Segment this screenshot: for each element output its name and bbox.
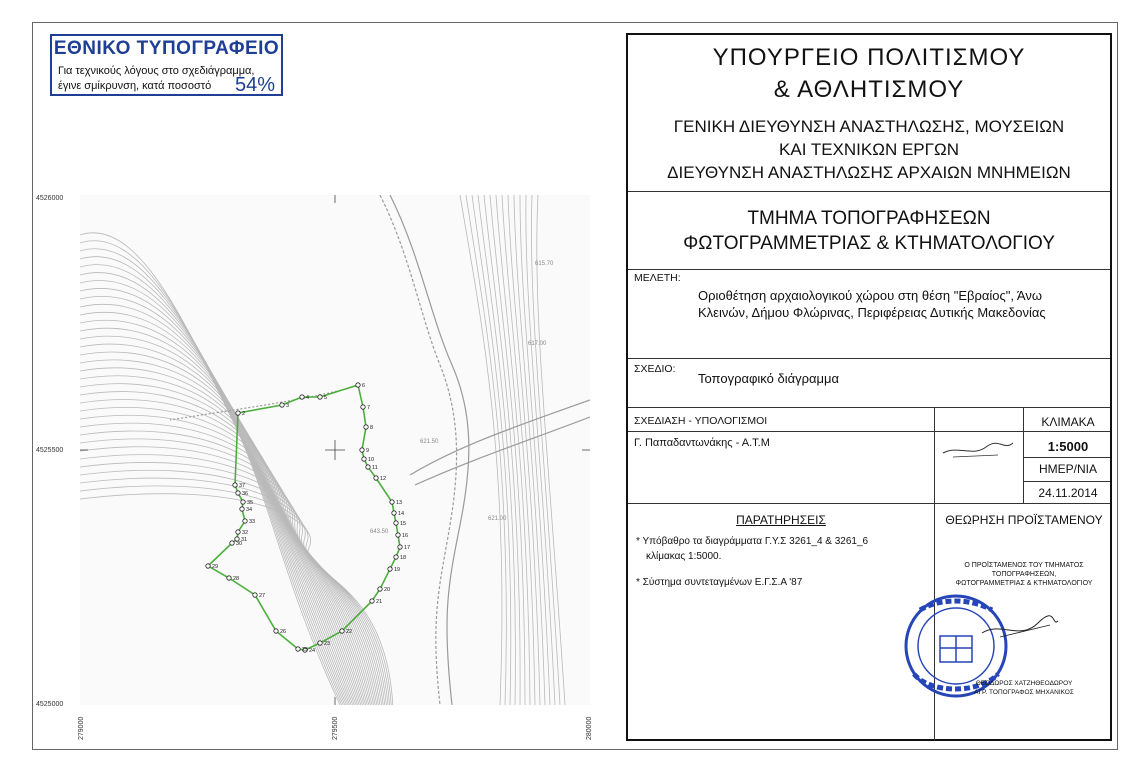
vertex-label: 13 bbox=[396, 500, 403, 506]
x-label-left: 279000 bbox=[78, 716, 85, 740]
vertex-label: 10 bbox=[368, 457, 375, 463]
divider bbox=[628, 269, 1110, 270]
approver-name: ΘΕΟΔΩΡΟΣ ΧΑΤΖΗΘΕΟΔΩΡΟΥ bbox=[975, 680, 1073, 687]
vertex-label: 3 bbox=[286, 403, 290, 409]
stamp-note-line2: έγινε σμίκρυνση, κατά ποσοστό bbox=[58, 80, 212, 92]
x-label-mid: 279500 bbox=[332, 716, 339, 740]
y-label-mid: 4525500 bbox=[36, 447, 64, 454]
contour-line bbox=[80, 478, 390, 705]
divider bbox=[628, 431, 1110, 432]
boundary-vertex bbox=[361, 405, 365, 409]
design-label: ΣΧΕΔΙΑΣΗ - ΥΠΟΛΟΓΙΣΜΟΙ bbox=[634, 415, 768, 427]
river-line bbox=[380, 195, 457, 705]
contour-line bbox=[460, 195, 502, 705]
scale-label: ΚΛΙΜΑΚΑ bbox=[1041, 415, 1095, 429]
boundary-vertex bbox=[235, 537, 239, 541]
vertex-label: 30 bbox=[236, 541, 243, 547]
vertex-label: 16 bbox=[402, 533, 409, 539]
directorate-line2: ΚΑΙ ΤΕΧΝΙΚΩΝ ΕΡΓΩΝ bbox=[779, 140, 959, 159]
boundary-vertex bbox=[227, 576, 231, 580]
boundary-vertex bbox=[360, 448, 364, 452]
vertex-label: 19 bbox=[394, 567, 401, 573]
boundary-vertex bbox=[241, 500, 245, 504]
vertex-label: 8 bbox=[370, 425, 374, 431]
contour-label: 615.70 bbox=[535, 261, 554, 267]
boundary-vertex bbox=[390, 500, 394, 504]
topographic-map bbox=[80, 195, 590, 705]
contour-line bbox=[80, 241, 342, 705]
stamp-note bbox=[58, 64, 254, 94]
stamp-note-line1: Για τεχνικούς λόγους στο σχεδιάγραμμα, bbox=[58, 65, 255, 77]
contour-line bbox=[80, 320, 358, 705]
boundary-vertex bbox=[240, 507, 244, 511]
boundary-vertex bbox=[230, 541, 234, 545]
x-label-right: 280000 bbox=[586, 716, 593, 740]
boundary-vertex bbox=[364, 425, 368, 429]
vertex-label: 24 bbox=[309, 648, 316, 654]
contour-line bbox=[531, 195, 560, 705]
vertex-label: 9 bbox=[366, 448, 370, 454]
contour-lines bbox=[80, 195, 565, 705]
approver-signature bbox=[980, 613, 1060, 643]
boundary-vertex bbox=[296, 647, 300, 651]
divider bbox=[1023, 457, 1110, 458]
boundary-vertex bbox=[300, 395, 304, 399]
vertex-label: 33 bbox=[249, 519, 256, 525]
vertex-label: 18 bbox=[400, 555, 407, 561]
vertex-label: 34 bbox=[246, 507, 253, 513]
approval-label: ΘΕΩΡΗΣΗ ΠΡΟΪΣΤΑΜΕΝΟΥ bbox=[945, 513, 1103, 527]
notes-label: ΠΑΡΑΤΗΡΗΣΕΙΣ bbox=[736, 513, 826, 527]
contour-line bbox=[80, 494, 393, 705]
stamp-percent: 54% bbox=[234, 74, 275, 96]
boundary-vertex bbox=[394, 555, 398, 559]
boundary-vertex bbox=[236, 491, 240, 495]
vertex-label: 29 bbox=[212, 564, 219, 570]
vertex-label: 25 bbox=[302, 647, 309, 653]
vertex-label: 12 bbox=[380, 476, 387, 482]
boundary-vertex bbox=[398, 545, 402, 549]
designer-signature bbox=[938, 433, 1018, 463]
ministry-line2: & ΑΘΛΗΤΙΣΜΟΥ bbox=[773, 76, 965, 103]
date-value: 24.11.2014 bbox=[1038, 486, 1098, 500]
vertex-label: 11 bbox=[372, 465, 378, 471]
divider bbox=[628, 358, 1110, 359]
vertex-label: 22 bbox=[346, 629, 353, 635]
contour-line bbox=[80, 360, 366, 705]
track-line bbox=[170, 385, 360, 420]
vertex-label: 31 bbox=[241, 537, 248, 543]
department-line1: ΤΜΗΜΑ ΤΟΠΟΓΡΑΦΗΣΕΩΝ bbox=[747, 208, 991, 229]
contour-label: 617.00 bbox=[528, 341, 547, 347]
contour-line bbox=[80, 249, 343, 705]
boundary-vertex bbox=[274, 629, 278, 633]
divider bbox=[628, 407, 1110, 408]
contour-line bbox=[80, 257, 345, 705]
boundary-vertex bbox=[236, 411, 240, 415]
boundary-vertex bbox=[280, 403, 284, 407]
vertex-label: 35 bbox=[247, 500, 254, 506]
vertex-label: 2 bbox=[242, 411, 246, 417]
stamp-title: ΕΘΝΙΚΟ ΤΥΠΟΓΡΑΦΕΙΟ bbox=[53, 38, 280, 59]
study-line1: Οριοθέτηση αρχαιολογικού χώρου στη θέση "Εβραίος", Άνω bbox=[698, 288, 1042, 303]
divider bbox=[1023, 481, 1110, 482]
contour-label: 621.50 bbox=[420, 439, 439, 445]
contour-line bbox=[514, 195, 545, 705]
approval-line3: ΦΩΤΟΓΡΑΜΜΕΤΡΙΑΣ & ΚΤΗΜΑΤΟΛΟΓΙΟΥ bbox=[955, 580, 1093, 587]
vertex-label: 7 bbox=[367, 405, 371, 411]
boundary-vertex bbox=[356, 383, 360, 387]
approver-block bbox=[936, 679, 1112, 697]
directorate-line3: ΔΙΕΥΘΥΝΣΗ ΑΝΑΣΤΗΛΩΣΗΣ ΑΡΧΑΙΩΝ ΜΝΗΜΕΙΩΝ bbox=[667, 163, 1071, 182]
grid-crosses bbox=[80, 195, 590, 705]
boundary-vertex bbox=[388, 567, 392, 571]
boundary-vertex bbox=[374, 476, 378, 480]
vertex-label: 36 bbox=[242, 491, 249, 497]
title-block bbox=[626, 33, 1112, 741]
vertex-label: 21 bbox=[376, 599, 383, 605]
vertex-label: 23 bbox=[324, 641, 331, 647]
boundary-vertex bbox=[366, 465, 370, 469]
note2: * Σύστημα συντεταγμένων Ε.Γ.Σ.Α '87 bbox=[636, 577, 803, 588]
drawing-label: ΣΧΕΔΙΟ: bbox=[634, 363, 676, 375]
contour-label: 643.50 bbox=[370, 529, 389, 535]
boundary-vertex bbox=[253, 593, 257, 597]
divider bbox=[628, 191, 1110, 192]
contour-line bbox=[80, 233, 340, 705]
vertex-label: 14 bbox=[398, 511, 405, 517]
vertex-label: 17 bbox=[404, 545, 411, 551]
boundary-vertex bbox=[318, 395, 322, 399]
study-line2: Κλεινών, Δήμου Φλώρινας, Περιφέρειας Δυτικής Μακεδονίας bbox=[698, 305, 1046, 320]
boundary-vertex bbox=[236, 530, 240, 534]
date-label: ΗΜΕΡ/ΝΙΑ bbox=[1038, 462, 1097, 476]
map-canvas bbox=[80, 195, 590, 705]
contour-label: 621.00 bbox=[488, 516, 507, 522]
boundary-vertex bbox=[318, 641, 322, 645]
vertex-label: 32 bbox=[242, 530, 249, 536]
approval-text bbox=[936, 561, 1112, 588]
directorate-line1: ΓΕΝΙΚΗ ΔΙΕΥΘΥΝΣΗ ΑΝΑΣΤΗΛΩΣΗΣ, ΜΟΥΣΕΙΩΝ bbox=[673, 117, 1065, 136]
boundary-vertex bbox=[392, 511, 396, 515]
study-label: ΜΕΛΕΤΗ: bbox=[634, 272, 681, 284]
ministry-line1: ΥΠΟΥΡΓΕΙΟ ΠΟΛΙΤΙΣΜΟΥ bbox=[712, 44, 1026, 71]
vertex-label: 37 bbox=[239, 483, 246, 489]
divider bbox=[628, 503, 1110, 504]
vertex-label: 6 bbox=[362, 383, 366, 389]
approval-line1: Ο ΠΡΟΪΣΤΑΜΕΝΟΣ ΤΟΥ ΤΜΗΜΑΤΟΣ bbox=[964, 562, 1084, 569]
contour-line bbox=[80, 265, 346, 705]
approval-line2: ΤΟΠΟΓΡΑΦΗΣΕΩΝ, bbox=[991, 571, 1057, 578]
contour-line bbox=[80, 273, 348, 705]
drawing-value: Τοπογραφικό διάγραμμα bbox=[698, 371, 840, 386]
y-label-top: 4526000 bbox=[36, 195, 64, 202]
vertex-label: 5 bbox=[324, 395, 328, 401]
boundary-vertex bbox=[370, 599, 374, 603]
department-line2: ΦΩΤΟΓΡΑΜΜΕΤΡΙΑΣ & ΚΤΗΜΑΤΟΛΟΓΙΟΥ bbox=[683, 233, 1055, 254]
contour-line bbox=[80, 407, 375, 705]
contour-line bbox=[478, 195, 515, 705]
vertex-label: 28 bbox=[233, 576, 240, 582]
printing-office-stamp bbox=[50, 34, 283, 96]
contour-line bbox=[526, 195, 555, 705]
vertex-label: 20 bbox=[384, 587, 391, 593]
vertex-label: 26 bbox=[280, 629, 287, 635]
vertex-label: 15 bbox=[400, 521, 407, 527]
note1-line1: * Υπόβαθρο τα διαγράμματα Γ.Υ.Σ 3261_4 & 3261_6 bbox=[636, 536, 869, 547]
boundary-vertex bbox=[206, 564, 210, 568]
divider bbox=[934, 407, 935, 503]
vertex-label: 27 bbox=[259, 593, 266, 599]
vertex-label: 4 bbox=[306, 395, 310, 401]
boundary-vertex bbox=[243, 519, 247, 523]
boundary-vertex bbox=[394, 521, 398, 525]
boundary-vertex bbox=[378, 587, 382, 591]
scale-value: 1:5000 bbox=[1047, 439, 1089, 454]
contour-line bbox=[80, 415, 377, 705]
note1-line2: κλίμακας 1:5000. bbox=[646, 551, 722, 562]
boundary-vertex bbox=[340, 629, 344, 633]
boundary-vertex bbox=[233, 483, 237, 487]
approver-title: ΑΓΡ. ΤΟΠΟΓΡΑΦΟΣ ΜΗΧΑΝΙΚΟΣ bbox=[974, 689, 1074, 696]
boundary-vertex bbox=[396, 533, 400, 537]
contour-line bbox=[80, 304, 354, 705]
contour-line bbox=[502, 195, 535, 705]
boundary-vertex bbox=[362, 457, 366, 461]
y-label-bottom: 4525000 bbox=[36, 701, 64, 708]
road-branch-2 bbox=[415, 417, 590, 485]
designer-name: Γ. Παπαδαντωνάκης - Α.Τ.Μ bbox=[634, 437, 770, 449]
contour-line bbox=[80, 296, 353, 705]
